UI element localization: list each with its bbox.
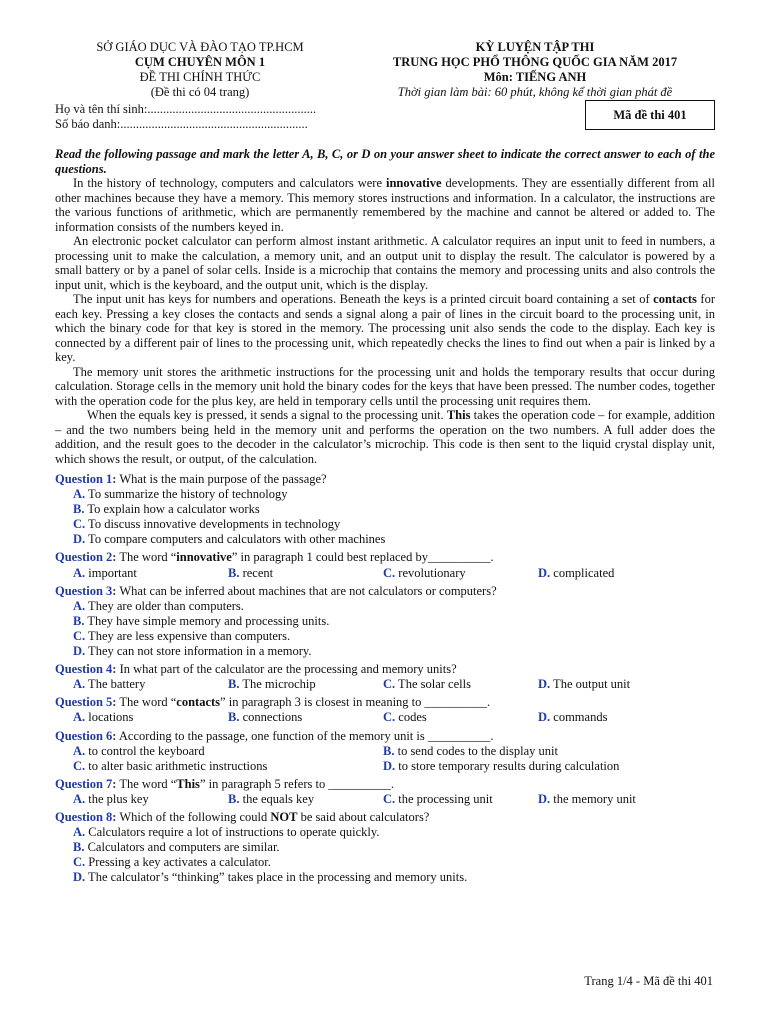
option-c[interactable]: C. The solar cells (383, 677, 471, 692)
option-d[interactable]: D. They can not store information in a memory. (73, 644, 312, 659)
option-a[interactable]: A. They are older than computers. (73, 598, 244, 613)
option-d[interactable]: D. The output unit (538, 677, 631, 692)
candidate-info (55, 102, 715, 131)
option-d[interactable]: D. to store temporary results during calculation (383, 758, 620, 773)
question-number: Question 2: (55, 550, 117, 565)
question-7: Question 7: The word “This” in paragraph 5 refers to __________. A. the plus key B. the equals key C. the processing unit D. the memory unit (55, 777, 715, 807)
paragraph-4: The memory unit stores the arithmetic instructions for the processing unit and holds the temporary results that occur during calculation. Storage cells in the memory unit hold the binary codes for the keys that have been pressed. The number codes, together with the operation code for the plus key, are held in temporary cells until the processing unit requires them. (55, 364, 715, 408)
option-a[interactable]: A. important (73, 565, 137, 580)
question-number: Question 3: (55, 583, 117, 598)
exam-page (55, 40, 715, 885)
option-d[interactable]: D. the memory unit (538, 791, 636, 806)
question-2: Question 2: The word “innovative” in paragraph 1 could best replaced by__________. A. important B. recent C. revolutionary D. complicated (55, 550, 715, 580)
question-1: Question 1: What is the main purpose of the passage? A. To summarize the history of technology B. To explain how a calculator works C. To discuss innovative developments in technology D. To compare computers and calculators with other machines (55, 472, 715, 547)
option-c[interactable]: C. revolutionary (383, 565, 466, 580)
option-b[interactable]: B. connections (228, 710, 303, 725)
header-right (355, 40, 715, 100)
official-label: ĐỀ THI CHÍNH THỨC (139, 70, 261, 84)
option-a[interactable]: A. Calculators require a lot of instructions to operate quickly. (73, 825, 380, 840)
exam-title: KỲ LUYỆN TẬP THI (475, 40, 595, 54)
option-c[interactable]: C. the processing unit (383, 791, 493, 806)
header-left (55, 40, 345, 100)
option-d[interactable]: D. To compare computers and calculators with other machines (73, 532, 386, 547)
candidate-name-line[interactable]: Họ và tên thí sinh:...................................................... (55, 102, 317, 116)
question-8: Question 8: Which of the following could NOT be said about calculators? A. Calculators require a lot of instructions to operate quickly. B. Calculators and computers are similar. C. Pressing a key activates a calculator. D. The calculator’s “thinking” takes place in the processing and memory units. (55, 810, 715, 885)
question-number: Question 7: (55, 776, 117, 791)
question-number: Question 5: (55, 695, 117, 710)
question-5: Question 5: The word “contacts” in paragraph 3 is closest in meaning to __________. A. locations B. connections C. codes D. commands (55, 695, 715, 725)
question-3: Question 3: What can be inferred about machines that are not calculators or computers? A. They are older than computers. B. They have simple memory and processing units. C. They are less expensive than computers. D. They can not store information in a memory. (55, 584, 715, 659)
page-footer: Trang 1/4 - Mã đề thi 401 (584, 974, 713, 988)
option-a[interactable]: A. The battery (73, 677, 146, 692)
paragraph-1: In the history of technology, computers and calculators were innovative developments. They are essentially different from all other machines because they have a memory. This memory stores instructions and information. In a calculator, the instructions are the various functions of arithmetic, which are permanently remembered by the machine and cannot be altered or added to. The information consists of the numbers keyed in. (55, 176, 715, 234)
question-number: Question 1: (55, 472, 117, 486)
reading-passage (55, 176, 715, 466)
option-a[interactable]: A. locations (73, 710, 134, 725)
option-b[interactable]: B. Calculators and computers are similar. (73, 840, 280, 855)
subject-label: Môn: TIẾNG ANH (483, 70, 587, 84)
option-b[interactable]: B. to send codes to the display unit (383, 743, 558, 758)
paragraph-2: An electronic pocket calculator can perform almost instant arithmetic. A calculator requires an input unit to feed in numbers, a processing unit to make the calculation, a memory unit, and an output unit to display the result. The calculator is powered by a small battery or by a panel of solar cells. Inside is a microchip that contains the memory and processing units and also controls the input unit, which is the keyboard, and the output unit, which is the display. (55, 234, 715, 292)
option-c[interactable]: C. to alter basic arithmetic instructions (73, 758, 268, 773)
keyword-contacts: contacts (653, 292, 697, 306)
option-b[interactable]: B. To explain how a calculator works (73, 502, 260, 517)
option-a[interactable]: A. to control the keyboard (73, 743, 205, 758)
option-a[interactable]: A. To summarize the history of technology (73, 487, 288, 502)
option-b[interactable]: B. They have simple memory and processing units. (73, 613, 330, 628)
reading-instruction: Read the following passage and mark the letter A, B, C, or D on your answer sheet to indicate the correct answer to each of the questions. (55, 147, 715, 176)
option-c[interactable]: C. codes (383, 710, 427, 725)
option-c[interactable]: C. Pressing a key activates a calculator. (73, 855, 271, 870)
paragraph-3: The input unit has keys for numbers and operations. Beneath the keys is a printed circuit board containing a set of contacts for each key. Pressing a key closes the contacts and sends a signal along a pair of lines in the circuit board to the processing unit, in which the binary code for that key is stored in the memory. The processing unit also sends the code to the display. Each key is connected by a different pair of lines to the processing unit, which repeatedly checks the lines to find out when a pair is linked by a key. (55, 292, 715, 364)
option-d[interactable]: D. complicated (538, 565, 615, 580)
option-c[interactable]: C. To discuss innovative developments in technology (73, 517, 341, 532)
question-list (55, 472, 715, 885)
option-b[interactable]: B. The microchip (228, 677, 316, 692)
question-number: Question 6: (55, 728, 117, 743)
keyword-innovative: innovative (385, 176, 442, 190)
option-a[interactable]: A. the plus key (73, 791, 149, 806)
option-b[interactable]: B. recent (228, 565, 274, 580)
option-b[interactable]: B. the equals key (228, 791, 315, 806)
question-number: Question 4: (55, 662, 117, 677)
exam-header (55, 40, 715, 100)
question-number: Question 8: (55, 809, 117, 824)
page-count-note: (Đề thi có 04 trang) (150, 85, 250, 99)
option-d[interactable]: D. The calculator’s “thinking” takes place in the processing and memory units. (73, 870, 468, 885)
option-c[interactable]: C. They are less expensive than computers. (73, 628, 291, 643)
question-4: Question 4: In what part of the calculator are the processing and memory units? A. The battery B. The microchip C. The solar cells D. The output unit (55, 662, 715, 692)
exam-code-box: Mã đề thi 401 (585, 100, 715, 130)
candidate-id-line[interactable]: Số báo danh:............................................................ (55, 116, 308, 131)
exam-subtitle: TRUNG HỌC PHỔ THÔNG QUỐC GIA NĂM 2017 (392, 55, 678, 69)
cluster-name: CỤM CHUYÊN MÔN 1 (134, 55, 266, 69)
keyword-this: This (446, 408, 471, 422)
option-d[interactable]: D. commands (538, 710, 608, 725)
department-name: SỞ GIÁO DỤC VÀ ĐÀO TẠO TP.HCM (96, 40, 304, 54)
question-6: Question 6: According to the passage, one function of the memory unit is __________. A. to control the keyboard B. to send codes to the display unit C. to alter basic arithmetic instructions D. to store temporary results during calculation (55, 729, 715, 774)
paragraph-5: When the equals key is pressed, it sends a signal to the processing unit. This takes the operation code – for example, addition – and the two numbers being held in the memory unit and performs the operation on the two numbers. A full adder does the addition, and the result goes to the decoder in the calculator’s microchip. This code is then sent to the liquid crystal display unit, which shows the result, or output, of the calculation. (55, 408, 715, 466)
time-note: Thời gian làm bài: 60 phút, không kể thời gian phát đề (397, 85, 673, 99)
